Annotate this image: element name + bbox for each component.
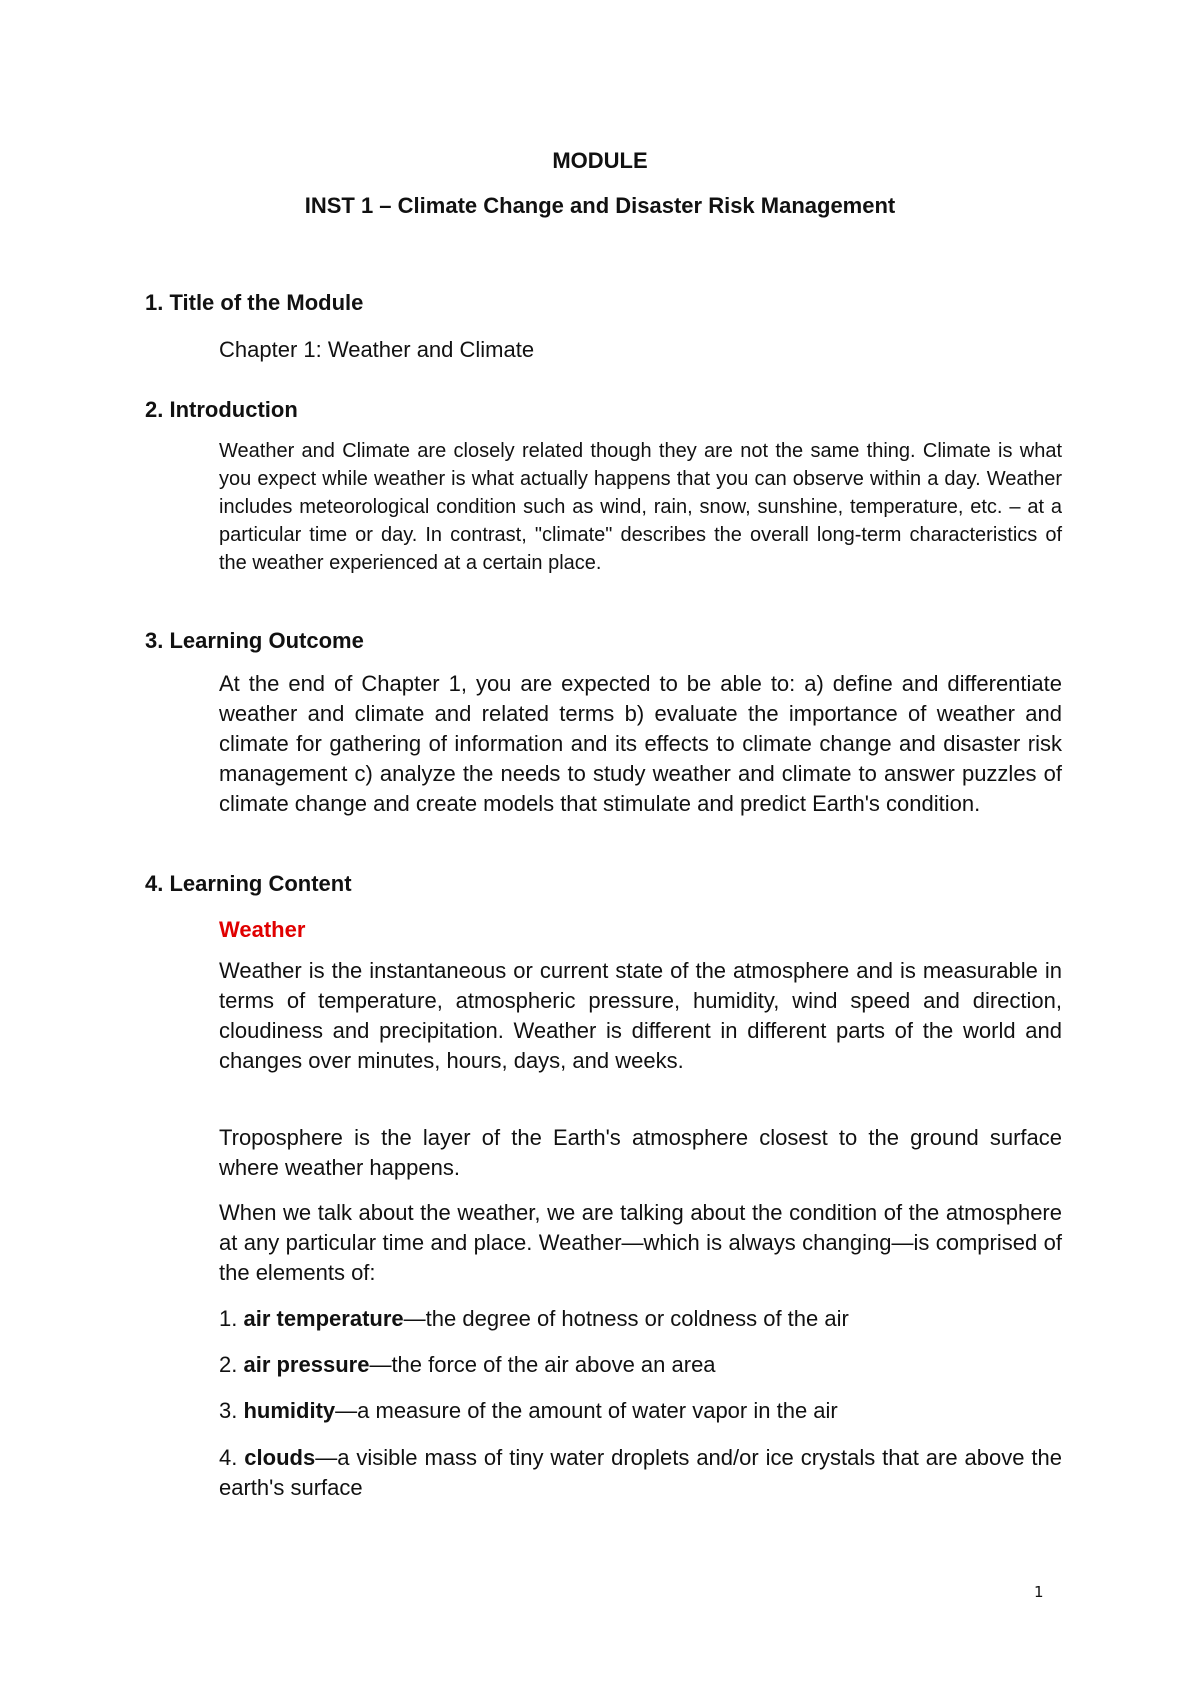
module-title: INST 1 – Climate Change and Disaster Risk Management bbox=[304, 193, 896, 218]
item-definition: —the degree of hotness or coldness of the air bbox=[403, 1306, 849, 1331]
weather-paragraph-definition: Weather is the instantaneous or current state of the atmosphere and is measurable in terms of temperature, atmospheric pressure, humidity, wind speed and direction, cloudiness and precipitation. Weather is different in different parts of the world and changes over minutes, hours, days, and weeks. bbox=[219, 958, 1062, 1073]
item-definition: —a measure of the amount of water vapor in the air bbox=[335, 1398, 838, 1423]
subheading-weather: Weather bbox=[219, 917, 306, 942]
item-term: air temperature bbox=[243, 1306, 404, 1331]
item-definition: —the force of the air above an area bbox=[369, 1352, 716, 1377]
item-number: 1. bbox=[219, 1306, 244, 1331]
weather-element-item bbox=[219, 1396, 1062, 1426]
module-title-text: Chapter 1: Weather and Climate bbox=[219, 337, 535, 362]
item-number: 4. bbox=[219, 1445, 245, 1470]
item-term: clouds bbox=[244, 1445, 316, 1470]
item-number: 2. bbox=[219, 1352, 244, 1377]
item-term: humidity bbox=[243, 1398, 336, 1423]
introduction-paragraph: Weather and Climate are closely related though they are not the same thing. Climate is what you expect while weather is what actually happens that you can observe within a day. Weather includes meteorological condition such as wind, rain, snow, sunshine, temperature, etc. – at a particular time or day. In contrast, "climate" describes the overall long-term characteristics of the weather experienced at a certain place. bbox=[219, 440, 1062, 574]
item-definition: —a visible mass of tiny water droplets and/or ice crystals that are above the earth's surface bbox=[219, 1445, 1063, 1500]
page-number: 1 bbox=[1034, 1583, 1044, 1601]
section-heading-learning-content: 4. Learning Content bbox=[145, 871, 352, 896]
module-label: MODULE bbox=[552, 148, 648, 173]
section-heading-learning-outcome: 3. Learning Outcome bbox=[145, 628, 364, 653]
item-term: air pressure bbox=[243, 1352, 370, 1377]
weather-element-item bbox=[219, 1304, 1062, 1334]
weather-paragraph-troposphere: Troposphere is the layer of the Earth's atmosphere closest to the ground surface where weather happens. bbox=[219, 1125, 1062, 1180]
learning-outcome-paragraph: At the end of Chapter 1, you are expected to be able to: a) define and differentiate weather and climate and related terms b) evaluate the importance of weather and climate for gathering of information and its effects to climate change and disaster risk management c) analyze the needs to study weather and climate to answer puzzles of climate change and create models that stimulate and predict Earth's condition. bbox=[219, 671, 1062, 816]
section-heading-title: 1. Title of the Module bbox=[145, 290, 364, 315]
section-heading-introduction: 2. Introduction bbox=[145, 397, 298, 422]
weather-paragraph-elements-intro: When we talk about the weather, we are talking about the condition of the atmosphere at any particular time and place. Weather—which is always changing—is comprised of the elements of: bbox=[219, 1200, 1062, 1285]
weather-element-item bbox=[219, 1350, 1062, 1380]
item-number: 3. bbox=[219, 1398, 244, 1423]
weather-element-item bbox=[219, 1443, 1062, 1503]
